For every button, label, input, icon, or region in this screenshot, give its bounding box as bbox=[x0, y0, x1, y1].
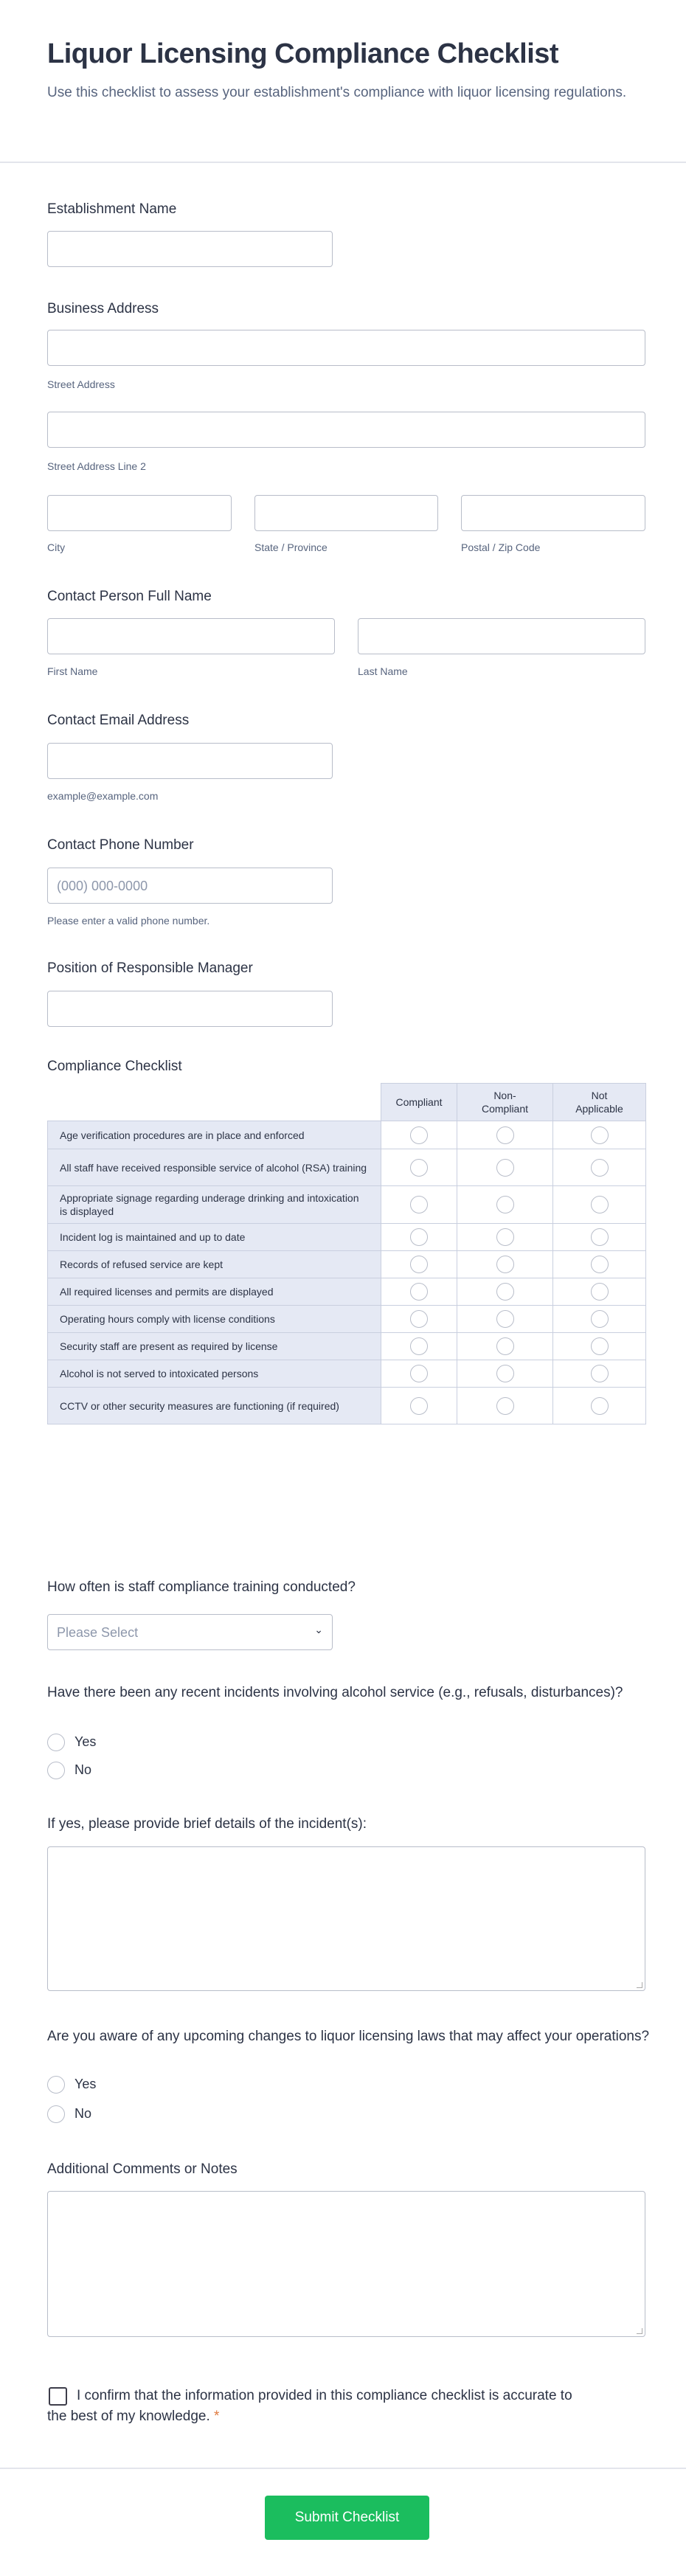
state-input[interactable] bbox=[254, 495, 438, 531]
radio-non-compliant[interactable] bbox=[496, 1365, 514, 1382]
matrix-row-label: Age verification procedures are in place and enforced bbox=[48, 1121, 381, 1149]
email-hint: example@example.com bbox=[47, 790, 159, 802]
radio-compliant[interactable] bbox=[410, 1397, 428, 1415]
submit-button[interactable]: Submit Checklist bbox=[265, 2496, 429, 2540]
email-input[interactable] bbox=[47, 743, 333, 779]
radio-compliant[interactable] bbox=[410, 1310, 428, 1328]
changes-yes-label[interactable]: Yes bbox=[75, 2077, 97, 2091]
city-input[interactable] bbox=[47, 495, 232, 531]
establishment-label: Establishment Name bbox=[47, 201, 177, 217]
footer-divider bbox=[0, 2468, 686, 2469]
matrix-cell-non-compliant bbox=[457, 1186, 553, 1224]
radio-non-compliant[interactable] bbox=[496, 1228, 514, 1246]
select-placeholder: Please Select bbox=[57, 1625, 139, 1640]
matrix-cell-not-applicable bbox=[553, 1121, 646, 1149]
radio-non-compliant[interactable] bbox=[496, 1397, 514, 1415]
incidents-label: Have there been any recent incidents involving alcohol service (e.g., refusals, disturbances)? bbox=[47, 1685, 623, 1700]
matrix-cell-non-compliant bbox=[457, 1251, 553, 1278]
matrix-cell-not-applicable bbox=[553, 1251, 646, 1278]
matrix-row-label: All staff have received responsible service of alcohol (RSA) training bbox=[48, 1149, 381, 1186]
matrix-row bbox=[48, 1149, 646, 1186]
radio-not-applicable[interactable] bbox=[591, 1159, 609, 1177]
address-label: Business Address bbox=[47, 301, 159, 316]
radio-not-applicable[interactable] bbox=[591, 1337, 609, 1355]
column-non-compliant: Non-Compliant bbox=[457, 1084, 553, 1121]
radio-not-applicable[interactable] bbox=[591, 1228, 609, 1246]
street-address-2-sublabel: Street Address Line 2 bbox=[47, 460, 146, 472]
matrix-cell-not-applicable bbox=[553, 1278, 646, 1306]
last-name-input[interactable] bbox=[358, 618, 645, 654]
comments-label: Additional Comments or Notes bbox=[47, 2161, 238, 2177]
street-address-input[interactable] bbox=[47, 330, 645, 366]
form-title: Liquor Licensing Compliance Checklist bbox=[47, 38, 559, 69]
radio-compliant[interactable] bbox=[410, 1228, 428, 1246]
position-label: Position of Responsible Manager bbox=[47, 960, 253, 976]
radio-compliant[interactable] bbox=[410, 1256, 428, 1273]
changes-yes-radio[interactable] bbox=[47, 2076, 65, 2094]
incidents-no-radio[interactable] bbox=[47, 1762, 65, 1779]
checklist-label: Compliance Checklist bbox=[47, 1059, 182, 1074]
phone-input[interactable] bbox=[47, 868, 333, 904]
matrix-cell-compliant bbox=[381, 1186, 457, 1224]
matrix-cell-compliant bbox=[381, 1306, 457, 1333]
last-name-sublabel: Last Name bbox=[358, 665, 408, 677]
matrix-cell-compliant bbox=[381, 1333, 457, 1360]
matrix-cell-compliant bbox=[381, 1121, 457, 1149]
matrix-cell-not-applicable bbox=[553, 1186, 646, 1224]
matrix-row bbox=[48, 1121, 646, 1149]
matrix-row bbox=[48, 1360, 646, 1388]
matrix-cell-non-compliant bbox=[457, 1121, 553, 1149]
matrix-cell-not-applicable bbox=[553, 1306, 646, 1333]
radio-compliant[interactable] bbox=[410, 1337, 428, 1355]
chevron-down-icon: ⌄ bbox=[314, 1624, 323, 1635]
radio-non-compliant[interactable] bbox=[496, 1310, 514, 1328]
header-divider bbox=[0, 162, 686, 163]
radio-not-applicable[interactable] bbox=[591, 1397, 609, 1415]
matrix-cell-non-compliant bbox=[457, 1224, 553, 1251]
street-address-2-input[interactable] bbox=[47, 412, 645, 448]
radio-non-compliant[interactable] bbox=[496, 1283, 514, 1301]
postal-input[interactable] bbox=[461, 495, 645, 531]
radio-not-applicable[interactable] bbox=[591, 1310, 609, 1328]
matrix-cell-not-applicable bbox=[553, 1333, 646, 1360]
radio-non-compliant[interactable] bbox=[496, 1337, 514, 1355]
radio-not-applicable[interactable] bbox=[591, 1256, 609, 1273]
matrix-cell-not-applicable bbox=[553, 1360, 646, 1388]
matrix-cell-not-applicable bbox=[553, 1388, 646, 1424]
compliance-matrix bbox=[47, 1083, 646, 1424]
incidents-yes-label[interactable]: Yes bbox=[75, 1734, 97, 1749]
matrix-row-label: Alcohol is not served to intoxicated persons bbox=[48, 1360, 381, 1388]
changes-label: Are you aware of any upcoming changes to liquor licensing laws that may affect your operations? bbox=[47, 2029, 650, 2044]
matrix-cell-not-applicable bbox=[553, 1149, 646, 1186]
radio-non-compliant[interactable] bbox=[496, 1196, 514, 1213]
form-description: Use this checklist to assess your establishment's compliance with liquor licensing regulations. bbox=[47, 85, 627, 100]
matrix-row-label: CCTV or other security measures are functioning (if required) bbox=[48, 1388, 381, 1424]
incidents-no-label[interactable]: No bbox=[75, 1762, 92, 1777]
training-label: How often is staff compliance training conducted? bbox=[47, 1579, 356, 1595]
first-name-input[interactable] bbox=[47, 618, 335, 654]
matrix-cell-non-compliant bbox=[457, 1278, 553, 1306]
matrix-row bbox=[48, 1278, 646, 1306]
training-frequency-select[interactable] bbox=[47, 1614, 333, 1650]
radio-not-applicable[interactable] bbox=[591, 1365, 609, 1382]
matrix-row bbox=[48, 1333, 646, 1360]
details-label: If yes, please provide brief details of the incident(s): bbox=[47, 1816, 367, 1832]
matrix-row bbox=[48, 1388, 646, 1424]
matrix-cell-compliant bbox=[381, 1278, 457, 1306]
radio-compliant[interactable] bbox=[410, 1159, 428, 1177]
contact-name-label: Contact Person Full Name bbox=[47, 589, 212, 604]
matrix-cell-compliant bbox=[381, 1224, 457, 1251]
phone-hint: Please enter a valid phone number. bbox=[47, 915, 210, 927]
matrix-cell-compliant bbox=[381, 1251, 457, 1278]
matrix-row-label: All required licenses and permits are displayed bbox=[48, 1278, 381, 1306]
column-compliant: Compliant bbox=[381, 1084, 457, 1121]
incident-details-textarea[interactable] bbox=[47, 1846, 645, 1991]
first-name-sublabel: First Name bbox=[47, 665, 98, 677]
radio-not-applicable[interactable] bbox=[591, 1196, 609, 1213]
comments-textarea[interactable] bbox=[47, 2191, 645, 2337]
postal-sublabel: Postal / Zip Code bbox=[461, 541, 541, 553]
street-address-sublabel: Street Address bbox=[47, 378, 115, 390]
required-asterisk: * bbox=[214, 2409, 220, 2424]
matrix-row-label: Security staff are present as required by license bbox=[48, 1333, 381, 1360]
matrix-row-label: Records of refused service are kept bbox=[48, 1251, 381, 1278]
radio-compliant[interactable] bbox=[410, 1283, 428, 1301]
phone-placeholder: (000) 000-0000 bbox=[57, 879, 148, 893]
matrix-cell-compliant bbox=[381, 1388, 457, 1424]
position-input[interactable] bbox=[47, 991, 333, 1027]
radio-non-compliant[interactable] bbox=[496, 1256, 514, 1273]
matrix-cell-compliant bbox=[381, 1360, 457, 1388]
confirm-text: I confirm that the information provided in this compliance checklist is accurate to the best of my knowledge. bbox=[47, 2388, 572, 2424]
confirm-label[interactable] bbox=[47, 2386, 578, 2427]
radio-compliant[interactable] bbox=[410, 1365, 428, 1382]
radio-not-applicable[interactable] bbox=[591, 1283, 609, 1301]
matrix-cell-compliant bbox=[381, 1149, 457, 1186]
matrix-cell-non-compliant bbox=[457, 1149, 553, 1186]
matrix-row-label: Operating hours comply with license conditions bbox=[48, 1306, 381, 1333]
column-not-applicable: Not Applicable bbox=[553, 1084, 646, 1121]
city-sublabel: City bbox=[47, 541, 66, 553]
changes-no-radio[interactable] bbox=[47, 2105, 65, 2123]
state-sublabel: State / Province bbox=[254, 541, 328, 553]
incidents-yes-radio[interactable] bbox=[47, 1734, 65, 1751]
resize-handle-icon[interactable] bbox=[637, 2328, 642, 2334]
changes-no-label[interactable]: No bbox=[75, 2106, 92, 2121]
radio-compliant[interactable] bbox=[410, 1126, 428, 1144]
matrix-row bbox=[48, 1251, 646, 1278]
radio-non-compliant[interactable] bbox=[496, 1159, 514, 1177]
establishment-name-input[interactable] bbox=[47, 231, 333, 267]
radio-compliant[interactable] bbox=[410, 1196, 428, 1213]
matrix-corner bbox=[48, 1084, 381, 1121]
matrix-cell-non-compliant bbox=[457, 1360, 553, 1388]
matrix-cell-non-compliant bbox=[457, 1388, 553, 1424]
radio-not-applicable[interactable] bbox=[591, 1126, 609, 1144]
matrix-header-row bbox=[48, 1084, 646, 1121]
matrix-row-label: Incident log is maintained and up to date bbox=[48, 1224, 381, 1251]
matrix-row-label: Appropriate signage regarding underage drinking and intoxication is displayed bbox=[48, 1186, 381, 1224]
phone-label: Contact Phone Number bbox=[47, 837, 194, 853]
matrix-row bbox=[48, 1186, 646, 1224]
matrix-row bbox=[48, 1224, 646, 1251]
resize-handle-icon[interactable] bbox=[637, 1982, 642, 1988]
radio-non-compliant[interactable] bbox=[496, 1126, 514, 1144]
matrix-cell-non-compliant bbox=[457, 1333, 553, 1360]
email-label: Contact Email Address bbox=[47, 713, 190, 728]
matrix-row bbox=[48, 1306, 646, 1333]
matrix-cell-not-applicable bbox=[553, 1224, 646, 1251]
matrix-cell-non-compliant bbox=[457, 1306, 553, 1333]
